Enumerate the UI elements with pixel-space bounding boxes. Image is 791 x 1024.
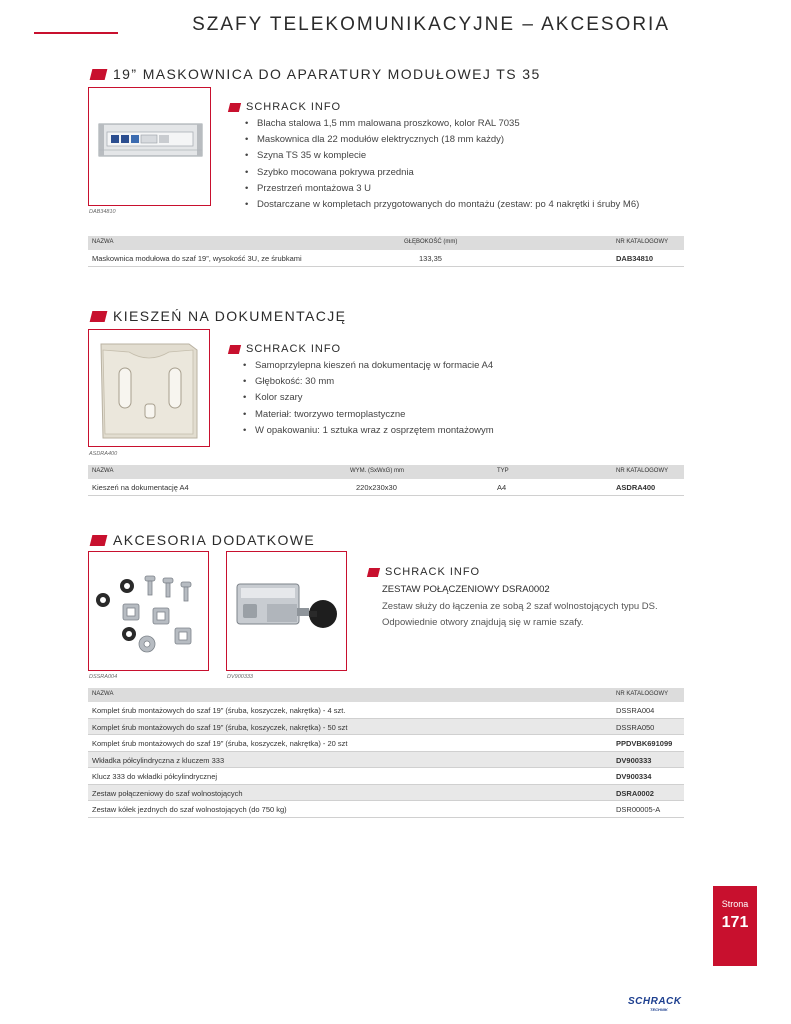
page-title: SZAFY TELEKOMUNIKACYJNE – AKCESORIA	[192, 14, 670, 35]
cell-name: Maskownica modułowa do szaf 19”, wysokość 3U, ze śrubkami	[92, 254, 302, 263]
schrack-logo-subtext: TECHNIK	[650, 1007, 668, 1012]
table-header	[88, 236, 684, 250]
image-caption: ASDRA400	[89, 451, 118, 457]
info-description-line2: Odpowiednie otwory znajdują się w ramie szafy.	[382, 617, 584, 628]
feature-item: • Blacha stalowa 1,5 mm malowana proszkowo, kolor RAL 7035	[245, 116, 639, 132]
section-marker-icon	[90, 69, 108, 80]
cell-name: Komplet śrub montażowych do szaf 19” (śruba, koszyczek, nakrętka) - 20 szt	[92, 739, 348, 748]
info-marker-icon	[367, 568, 380, 577]
col-header-catalog: NR KATALOGOWY	[616, 239, 669, 245]
lock-cylinder-illustration	[227, 552, 347, 671]
cell-name: Komplet śrub montażowych do szaf 19” (śruba, koszyczek, nakrętka) - 50 szt	[92, 722, 348, 732]
schrack-info-heading	[368, 566, 480, 578]
section-title-kieszen	[91, 308, 346, 324]
table-row	[88, 785, 684, 802]
feature-item: • W opakowaniu: 1 sztuka wraz z osprzętem montażowym	[243, 423, 494, 439]
image-caption: DAB34810	[89, 209, 116, 215]
cell-catalog: ASDRA400	[616, 483, 656, 492]
info-subtitle: ZESTAW POŁĄCZENIOWY DSRA0002	[382, 584, 550, 595]
schrack-info-heading	[229, 101, 341, 113]
table-row	[88, 768, 684, 785]
product-image-dssra004	[88, 551, 209, 671]
col-header-depth: GŁĘBOKOŚĆ (mm)	[404, 239, 458, 245]
table-row	[88, 752, 684, 769]
schrack-info-heading	[229, 343, 341, 355]
section-title-text: AKCESORIA DODATKOWE	[113, 532, 316, 548]
cell-type: A4	[497, 483, 507, 492]
table-row	[88, 702, 684, 719]
cell-catalog: DV900333	[616, 755, 652, 765]
cell-catalog: DV900334	[616, 772, 652, 781]
info-description-line1: Zestaw służy do łączenia ze sobą 2 szaf wolnostojących typu DS.	[382, 601, 658, 612]
feature-item: • Przestrzeń montażowa 3 U	[245, 181, 639, 197]
table-row	[88, 250, 684, 267]
page-number-tab	[713, 886, 757, 966]
table-header	[88, 465, 684, 479]
panel-illustration	[89, 88, 211, 206]
col-header-name: NAZWA	[92, 239, 114, 245]
section-title-text: KIESZEŃ NA DOKUMENTACJĘ	[113, 308, 347, 324]
feature-item: • Dostarczane w kompletach przygotowanych do montażu (zestaw: po 4 nakrętki i śruby M6)	[245, 197, 639, 213]
schrack-info-label: SCHRACK INFO	[246, 101, 342, 113]
feature-item: • Materiał: tworzywo termoplastyczne	[243, 407, 494, 423]
cell-name: Kieszeń na dokumentację A4	[92, 483, 189, 492]
info-marker-icon	[228, 103, 241, 112]
table-row	[88, 801, 684, 818]
product-table-3	[88, 688, 684, 818]
cell-catalog: PPDVBK691099	[616, 739, 673, 748]
feature-list	[243, 358, 494, 439]
image-caption: DSSRA004	[89, 674, 118, 680]
col-header-dimensions: WYM. (SxWxG) mm	[350, 468, 404, 474]
feature-item: • Kolor szary	[243, 390, 494, 406]
col-header-type: TYP	[497, 468, 509, 474]
feature-item: • Szybko mocowana pokrywa przednia	[245, 165, 639, 181]
feature-list	[245, 116, 639, 213]
page-label: Strona	[721, 899, 749, 909]
section-marker-icon	[90, 311, 108, 322]
section-title-maskownica	[91, 66, 541, 82]
schrack-info-label: SCHRACK INFO	[385, 566, 481, 578]
product-image-asdra400	[88, 329, 210, 447]
image-caption: DV900333	[227, 674, 253, 680]
cell-name: Zestaw połączeniowy do szaf wolnostojących	[92, 788, 243, 798]
cell-dimensions: 220x230x30	[356, 483, 397, 492]
info-marker-icon	[228, 345, 241, 354]
product-table-2	[88, 465, 684, 496]
product-table-1	[88, 236, 684, 267]
header-rule	[34, 32, 118, 34]
feature-item: • Samoprzylepna kieszeń na dokumentację w formacie A4	[243, 358, 494, 374]
cell-depth: 133,35	[419, 254, 442, 263]
col-header-catalog: NR KATALOGOWY	[616, 468, 669, 474]
cell-catalog: DSRA0002	[616, 788, 654, 798]
product-image-dv900333	[226, 551, 347, 671]
section-title-akcesoria	[91, 532, 315, 548]
table-header	[88, 688, 684, 702]
col-header-name: NAZWA	[92, 691, 114, 697]
schrack-info-label: SCHRACK INFO	[246, 343, 342, 355]
cell-name: Komplet śrub montażowych do szaf 19” (śruba, koszyczek, nakrętka) - 4 szt.	[92, 706, 346, 715]
table-row	[88, 719, 684, 736]
page-number: 171	[721, 914, 749, 931]
cell-name: Wkładka półcylindryczna z kluczem 333	[92, 755, 225, 765]
screws-illustration	[89, 552, 209, 671]
cell-catalog: DSSRA050	[616, 722, 655, 732]
cell-catalog: DSR00005-A	[616, 805, 661, 814]
cell-catalog: DAB34810	[616, 254, 654, 263]
section-marker-icon	[90, 535, 108, 546]
product-image-dab34810	[88, 87, 211, 206]
table-row	[88, 735, 684, 752]
schrack-logo: SCHRACK	[628, 996, 682, 1007]
col-header-catalog: NR KATALOGOWY	[616, 691, 669, 697]
cell-name: Zestaw kółek jezdnych do szaf wolnostojących (do 750 kg)	[92, 805, 287, 814]
feature-item: • Głębokość: 30 mm	[243, 374, 494, 390]
col-header-name: NAZWA	[92, 468, 114, 474]
feature-item: • Maskownica dla 22 modułów elektrycznych (18 mm każdy)	[245, 132, 639, 148]
cell-name: Klucz 333 do wkładki półcylindrycznej	[92, 772, 218, 781]
pocket-illustration	[89, 330, 210, 447]
table-row	[88, 479, 684, 496]
cell-catalog: DSSRA004	[616, 706, 655, 715]
section-title-text: 19” MASKOWNICA DO APARATURY MODUŁOWEJ TS 35	[113, 66, 541, 82]
feature-item: • Szyna TS 35 w komplecie	[245, 148, 639, 164]
